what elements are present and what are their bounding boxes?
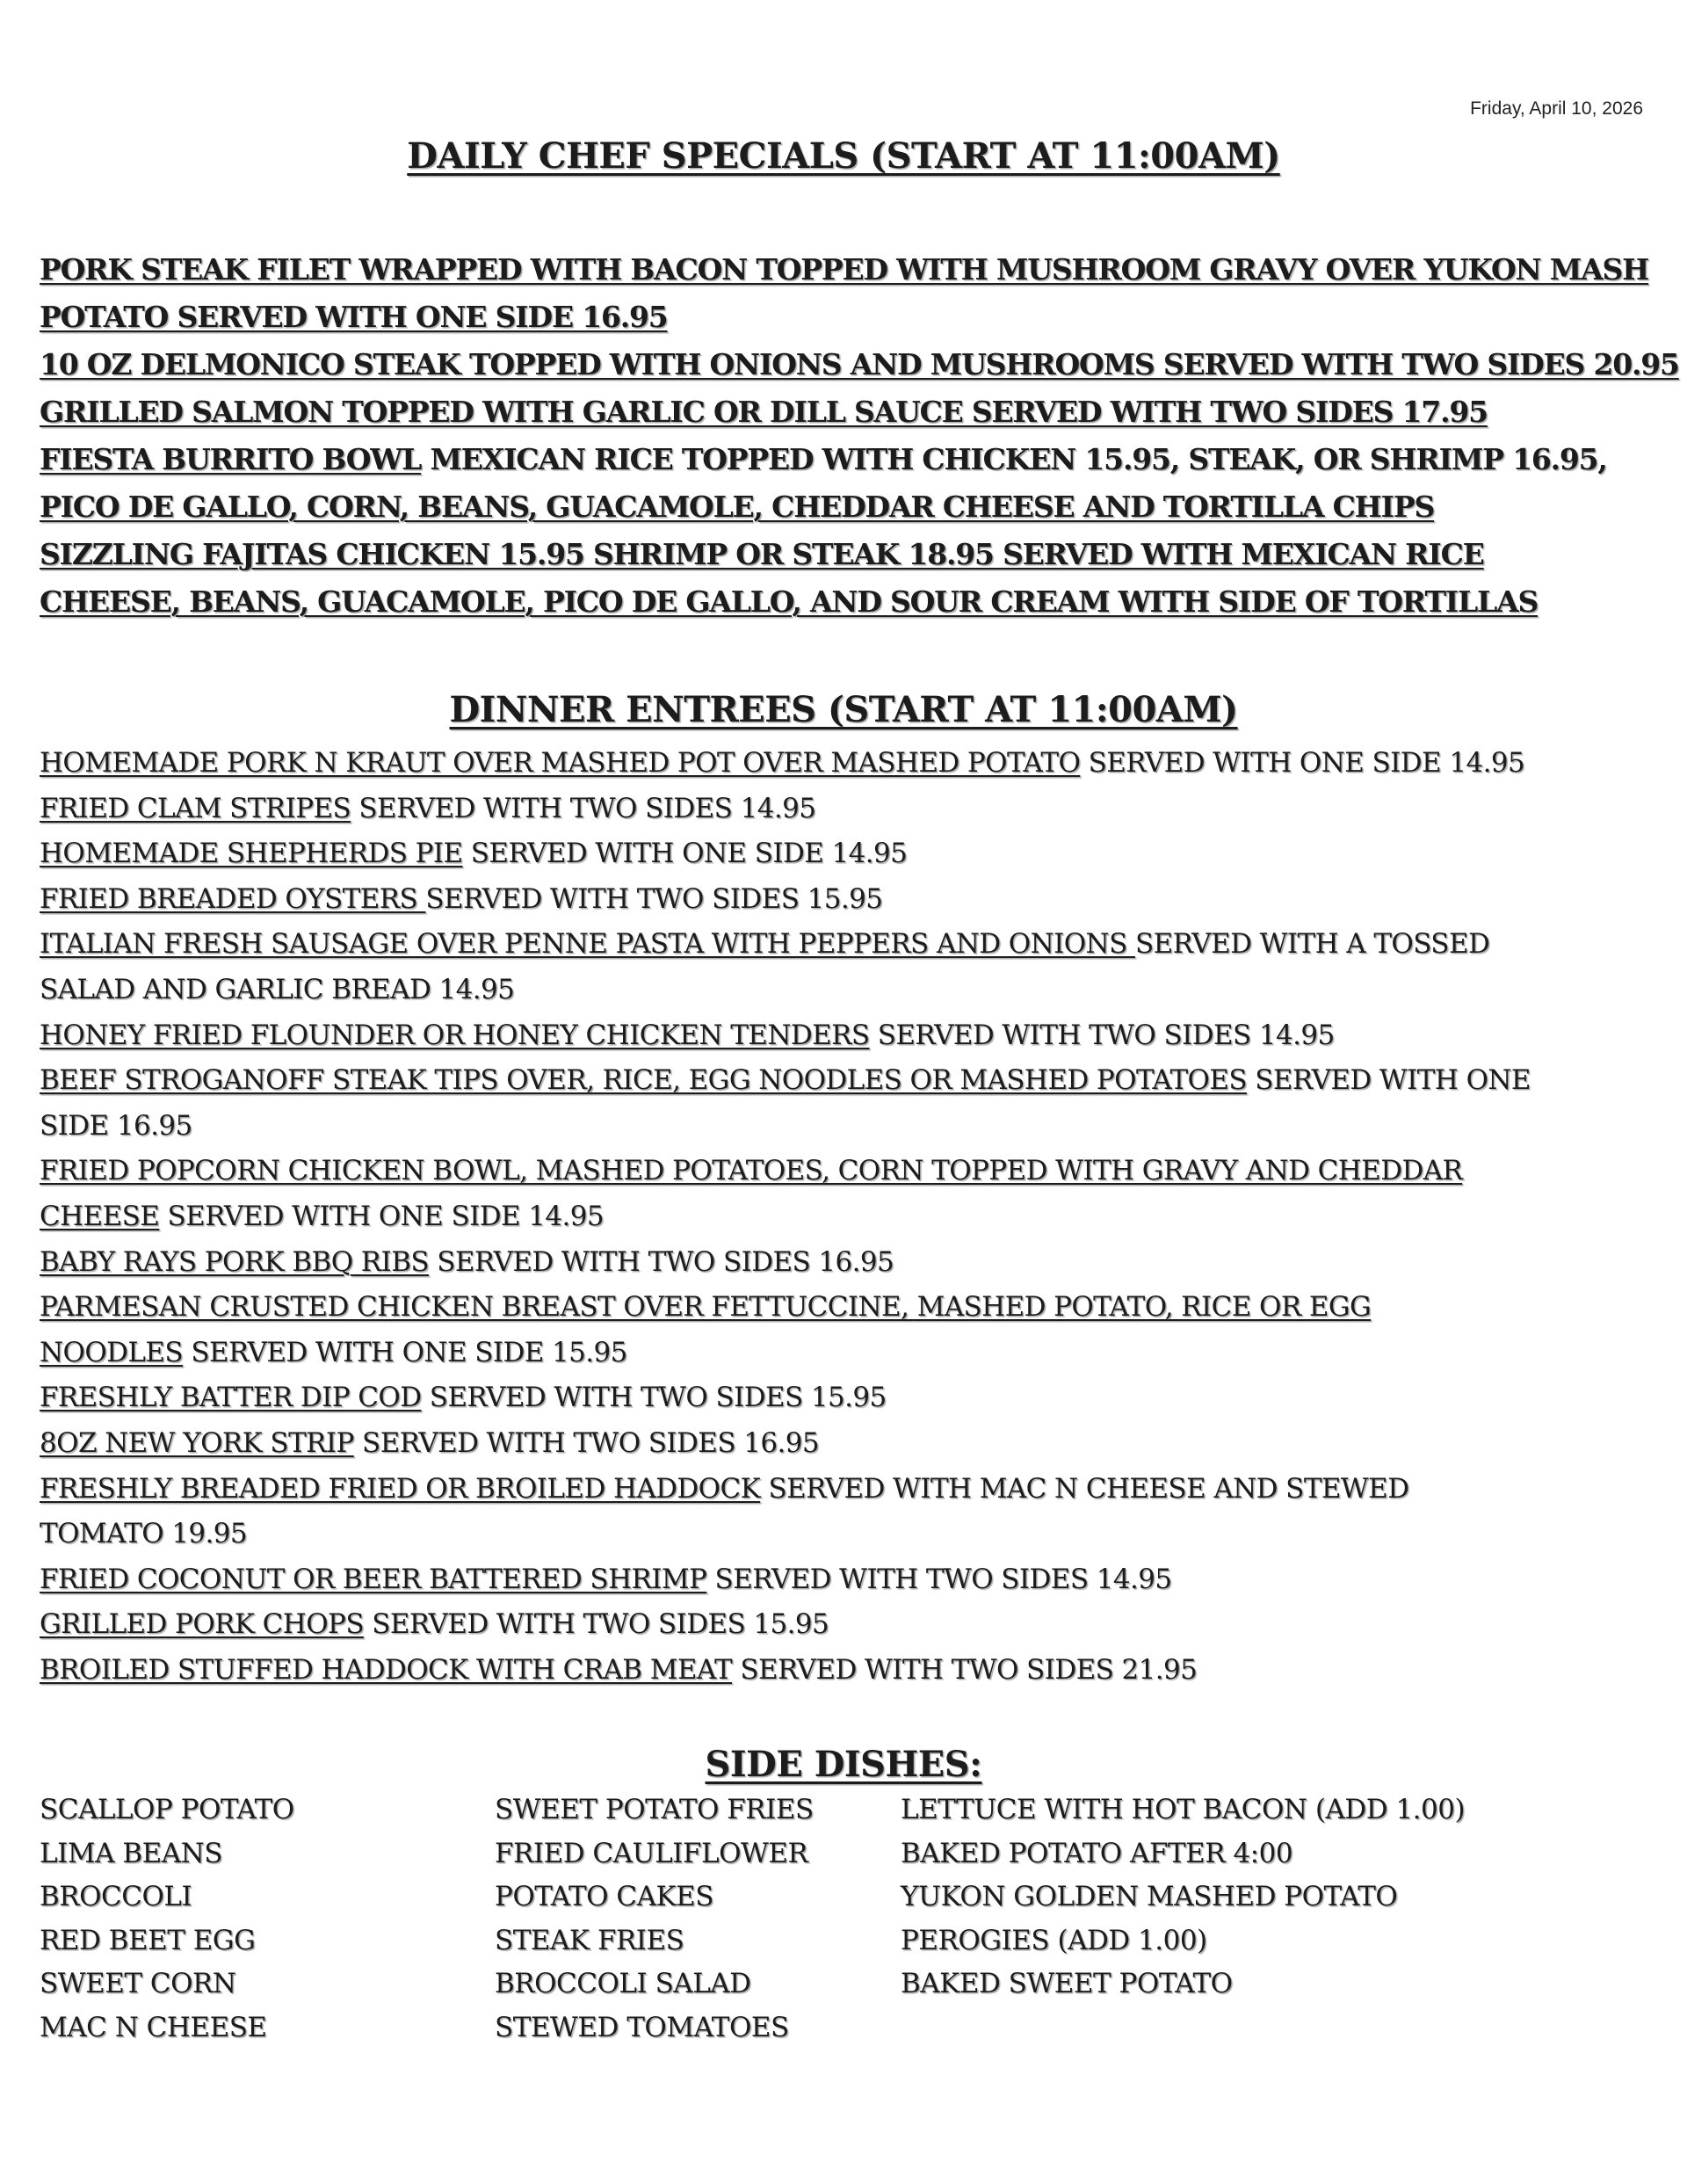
side-dish-item: STEWED TOMATOES <box>495 2011 789 2043</box>
dinner-item <box>40 831 1661 877</box>
side-dish-item: BROCCOLI SALAD <box>495 1968 751 1999</box>
side-dish-item: MAC N CHEESE <box>40 2011 267 2043</box>
special-line-title: FIESTA BURRITO BOWL <box>40 442 422 476</box>
dinner-item-detail: SERVED WITH TWO SIDES 14.95 <box>869 1019 1335 1051</box>
sides-column-3 <box>901 1789 1465 2006</box>
dinner-item <box>40 1421 1661 1467</box>
dinner-item-detail: SERVED WITH TWO SIDES 21.95 <box>732 1653 1198 1686</box>
side-dish-item: STEAK FRIES <box>495 1924 684 1956</box>
dinner-heading <box>0 689 1687 730</box>
sides-column-1 <box>40 1789 294 2050</box>
dinner-item-name: FRIED COCONUT OR BEER BATTERED SHRIMP <box>40 1563 707 1595</box>
dinner-item-detail: SERVED WITH TWO SIDES 15.95 <box>425 882 883 915</box>
dinner-item-detail: TOMATO 19.95 <box>40 1518 248 1550</box>
special-line: 10 OZ DELMONICO STEAK TOPPED WITH ONIONS AND MUSHROOMS SERVED WITH TWO SIDES 20.95 <box>40 347 1679 381</box>
specials-heading-text: DAILY CHEF SPECIALS (START AT 11:00AM) <box>407 135 1280 177</box>
side-dish-item: SWEET POTATO FRIES <box>495 1794 814 1825</box>
dinner-item-detail: SERVED WITH TWO SIDES 14.95 <box>706 1563 1172 1595</box>
sides-heading-text: SIDE DISHES: <box>705 1744 982 1785</box>
dinner-item <box>40 741 1661 787</box>
dinner-item <box>40 1602 1661 1648</box>
dinner-item-name: FRESHLY BATTER DIP COD <box>40 1382 422 1414</box>
dinner-item-name: BEEF STROGANOFF STEAK TIPS OVER, RICE, EGG NOODLES OR MASHED POTATOES <box>40 1064 1248 1097</box>
dinner-item-name: BROILED STUFFED HADDOCK WITH CRAB MEAT <box>40 1653 733 1686</box>
special-line: CHEESE, BEANS, GUACAMOLE, PICO DE GALLO, AND SOUR CREAM WITH SIDE OF TORTILLAS <box>40 584 1539 619</box>
dinner-item <box>40 787 1661 832</box>
dinner-item <box>40 1467 1661 1513</box>
dinner-item-detail: SERVED WITH ONE <box>1247 1064 1531 1097</box>
dinner-item-detail: SERVED WITH TWO SIDES 15.95 <box>421 1382 887 1414</box>
side-dish-item: LIMA BEANS <box>40 1837 222 1869</box>
dinner-item-name: NOODLES <box>40 1336 184 1368</box>
side-dish-item: PEROGIES (ADD 1.00) <box>901 1924 1207 1956</box>
side-dish-item: SCALLOP POTATO <box>40 1794 294 1825</box>
dinner-item-name: 8OZ NEW YORK STRIP <box>40 1426 354 1459</box>
dinner-item <box>40 1375 1661 1421</box>
dinner-item-detail: SERVED WITH TWO SIDES 16.95 <box>429 1245 894 1278</box>
dinner-item-name: FRESHLY BREADED FRIED OR BROILED HADDOCK <box>40 1472 761 1505</box>
dinner-item-name: CHEESE <box>40 1200 160 1232</box>
dinner-item <box>40 1058 1661 1104</box>
dinner-item-detail: SERVED WITH ONE SIDE 14.95 <box>1080 747 1525 779</box>
side-dish-item: BAKED SWEET POTATO <box>901 1968 1233 1999</box>
dinner-list <box>40 741 1661 1693</box>
special-line-desc: MEXICAN RICE TOPPED WITH CHICKEN 15.95, STEAK, OR SHRIMP 16.95, <box>421 442 1607 476</box>
dinner-item <box>40 1512 1661 1557</box>
side-dish-item: RED BEET EGG <box>40 1924 256 1956</box>
dinner-item-detail: SERVED WITH MAC N CHEESE AND STEWED <box>760 1472 1409 1505</box>
dinner-item-detail: SERVED WITH TWO SIDES 15.95 <box>363 1608 829 1641</box>
dinner-item <box>40 1013 1661 1059</box>
special-line: SIZZLING FAJITAS CHICKEN 15.95 SHRIMP OR STEAK 18.95 SERVED WITH MEXICAN RICE <box>40 537 1484 571</box>
dinner-item-detail: SIDE 16.95 <box>40 1109 192 1142</box>
dinner-item-detail: SERVED WITH ONE SIDE 15.95 <box>183 1336 627 1368</box>
dinner-item-name: FRIED POPCORN CHICKEN BOWL, MASHED POTATOES, CORN TOPPED WITH GRAVY AND CHEDDAR <box>40 1155 1463 1187</box>
side-dish-item: FRIED CAULIFLOWER <box>495 1837 808 1869</box>
dinner-item <box>40 1557 1661 1603</box>
dinner-item-name: ITALIAN FRESH SAUSAGE OVER PENNE PASTA WITH PEPPERS AND ONIONS <box>40 928 1135 961</box>
side-dish-item: POTATO CAKES <box>495 1881 714 1912</box>
dinner-item-name: FRIED CLAM STRIPES <box>40 792 351 824</box>
side-dish-item: BAKED POTATO AFTER 4:00 <box>901 1837 1293 1869</box>
dinner-heading-text: DINNER ENTREES (START AT 11:00AM) <box>449 689 1238 730</box>
dinner-item-detail: SERVED WITH ONE SIDE 14.95 <box>159 1200 605 1232</box>
dinner-item <box>40 1285 1661 1331</box>
dinner-item-detail: SERVED WITH A TOSSED <box>1134 928 1490 961</box>
dinner-item <box>40 922 1661 968</box>
special-line: PORK STEAK FILET WRAPPED WITH BACON TOPPED WITH MUSHROOM GRAVY OVER YUKON MASH <box>40 252 1649 287</box>
side-dish-item: LETTUCE WITH HOT BACON (ADD 1.00) <box>901 1794 1466 1825</box>
side-dish-item: SWEET CORN <box>40 1968 236 1999</box>
dinner-item <box>40 1648 1661 1694</box>
dinner-item <box>40 1104 1661 1150</box>
dinner-item-name: FRIED BREADED OYSTERS <box>40 882 426 915</box>
dinner-item <box>40 1240 1661 1286</box>
sides-heading <box>0 1744 1687 1785</box>
dinner-item-name: PARMESAN CRUSTED CHICKEN BREAST OVER FETTUCCINE, MASHED POTATO, RICE OR EGG <box>40 1291 1372 1324</box>
dinner-item-detail: SERVED WITH TWO SIDES 14.95 <box>351 792 816 824</box>
menu-date: Friday, April 10, 2026 <box>1470 98 1643 119</box>
special-line: GRILLED SALMON TOPPED WITH GARLIC OR DILL SAUCE SERVED WITH TWO SIDES 17.95 <box>40 395 1488 429</box>
special-line: POTATO SERVED WITH ONE SIDE 16.95 <box>40 300 668 334</box>
dinner-item <box>40 1194 1661 1240</box>
dinner-item <box>40 968 1661 1013</box>
sides-column-2 <box>495 1789 814 2050</box>
dinner-item-name: HOMEMADE SHEPHERDS PIE <box>40 838 463 870</box>
dinner-item-detail: SERVED WITH ONE SIDE 14.95 <box>462 838 908 870</box>
dinner-item-name: HOMEMADE PORK N KRAUT OVER MASHED POT OVER MASHED POTATO <box>40 747 1081 779</box>
dinner-item <box>40 1149 1661 1194</box>
specials-heading <box>0 135 1687 177</box>
specials-list <box>40 246 1679 626</box>
dinner-item <box>40 1331 1661 1376</box>
dinner-item-detail: SERVED WITH TWO SIDES 16.95 <box>353 1426 819 1459</box>
side-dish-item: YUKON GOLDEN MASHED POTATO <box>901 1881 1398 1912</box>
special-line: PICO DE GALLO, CORN, BEANS, GUACAMOLE, CHEDDAR CHEESE AND TORTILLA CHIPS <box>40 490 1435 524</box>
side-dish-item: BROCCOLI <box>40 1881 192 1912</box>
dinner-item-name: HONEY FRIED FLOUNDER OR HONEY CHICKEN TENDERS <box>40 1019 870 1051</box>
dinner-item <box>40 877 1661 923</box>
dinner-item-detail: SALAD AND GARLIC BREAD 14.95 <box>40 973 515 1005</box>
dinner-item-name: BABY RAYS PORK BBQ RIBS <box>40 1245 430 1278</box>
dinner-item-name: GRILLED PORK CHOPS <box>40 1608 364 1641</box>
